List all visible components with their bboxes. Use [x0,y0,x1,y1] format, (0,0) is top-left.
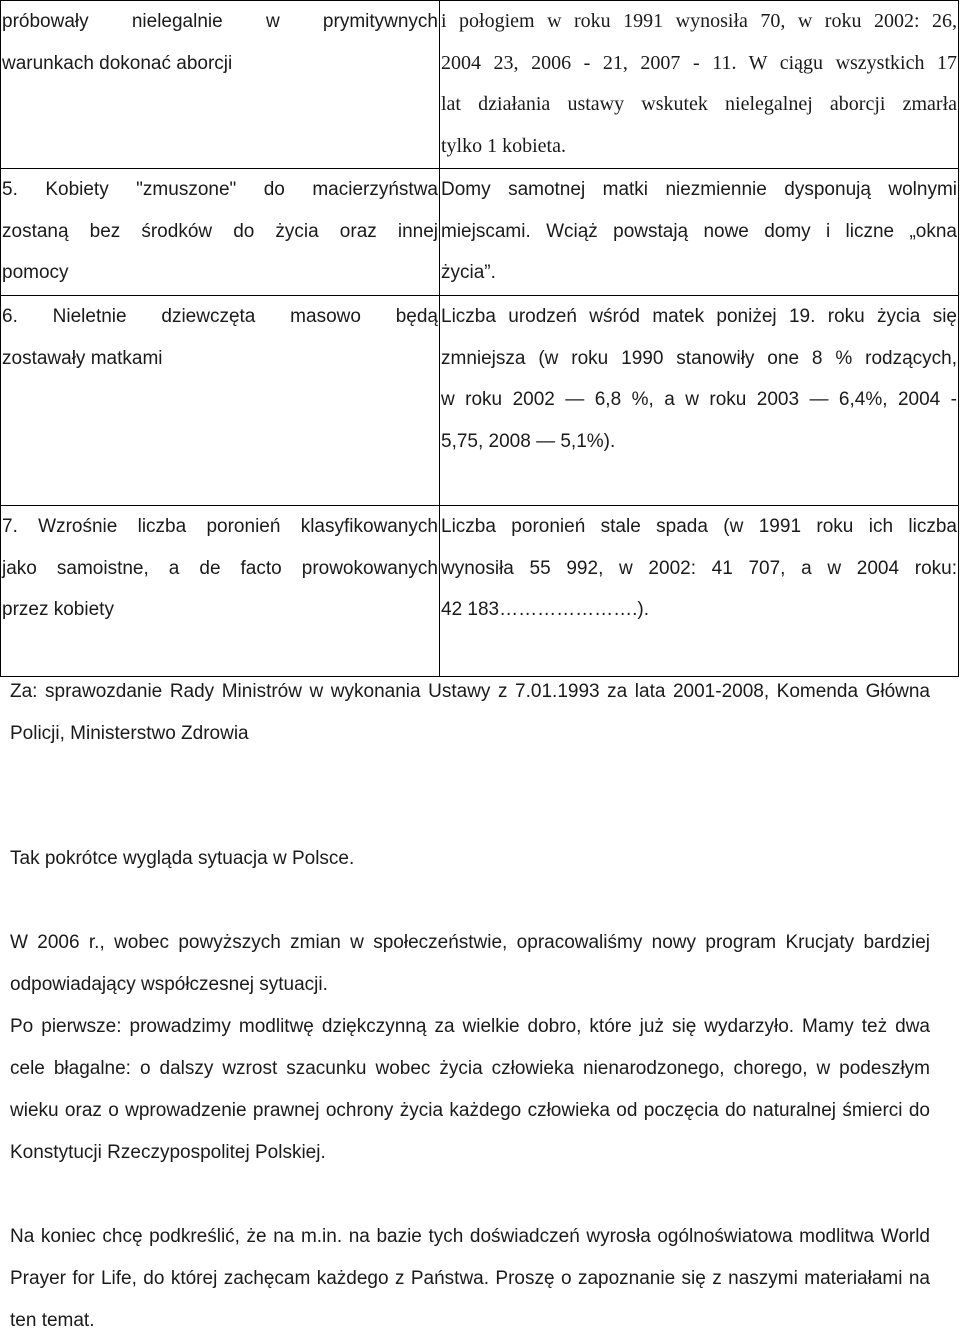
table-cell-right [440,1,959,169]
table-row [1,295,959,505]
table-cell-right [440,168,959,295]
cell-line: lat działania ustawy wskutek nielegalnej aborcji zmarła [441,93,957,116]
cell-line: 5. Kobiety "zmuszone" do macierzyństwa [2,178,438,200]
paragraph: Na koniec chcę podkreślić, że na m.in. na bazie tych doświadczeń wyrosła ogólnoświatowa modlitwa World Prayer for Life, do której zachęcam każdego z Państwa. Proszę o zapoznanie się z naszymi materiałami na ten temat. [10,1226,930,1331]
table-cell-left [1,1,440,169]
cell-line: jako samoistne, a de facto prowokowanych [2,557,438,579]
table-row [1,1,959,169]
cell-line: 42 183………………….). [441,599,649,621]
cell-line: i połogiem w roku 1991 wynosiła 70, w roku 2002: 26, [441,10,957,32]
paragraph: Tak pokrótce wygląda sytuacja w Polsce. [10,848,355,869]
paragraph: W 2006 r., wobec powyższych zmian w społeczeństwie, opracowaliśmy nowy program Krucjaty bardziej odpowiadający współczesnej sytuacji. [10,932,930,995]
cell-line: wynosiła 55 992, w 2002: 41 707, a w 2004 roku: [441,557,957,579]
source-note: Za: sprawozdanie Rady Ministrów w wykonania Ustawy z 7.01.1993 za lata 2001-2008, Komenda Główna Policji, Ministerstwo Zdrowia [10,681,930,744]
table-row [1,168,959,295]
cell-line: miejscami. Wciąż powstają nowe domy i liczne „okna [441,220,957,242]
paragraph: Po pierwsze: prowadzimy modlitwę dziękczynną za wielkie dobro, które już się wydarzyło. Mamy też dwa cele błagalne: o dalszy wzrost szacunku wobec życia człowieka nienarodzonego, chorego, w podeszłym wieku oraz o wprowadzenie prawnej ochrony życia każdego człowieka od poczęcia do naturalnej śmierci do Konstytucji Rzeczypospolitej Polskiej. [10,1016,930,1163]
cell-line: tylko 1 kobieta. [441,135,566,158]
cell-line: 5,75, 2008 — 5,1%). [441,430,616,452]
cell-line: 6. Nieletnie dziewczęta masowo będą [2,305,438,327]
cell-line: Liczba poronień stale spada (w 1991 roku ich liczba [441,515,957,537]
cell-line: pomocy [2,262,69,284]
table-cell-right [440,295,959,505]
cell-line: 7. Wzrośnie liczba poronień klasyfikowanych [2,515,438,537]
table-cell-left [1,505,440,676]
cell-line: warunkach dokonać aborcji [2,52,233,74]
table-cell-right [440,505,959,676]
table-row [1,505,959,676]
cell-line: życia”. [441,262,496,284]
cell-line: zmniejsza (w roku 1990 stanowiły one 8 % rodzących, [441,347,957,369]
cell-line: przez kobiety [2,599,114,621]
table-cell-left [1,168,440,295]
cell-line: 2004 23, 2006 - 21, 2007 - 11. W ciągu wszystkich 17 [441,51,957,74]
cell-line: próbowały nielegalnie w prymitywnych [2,11,438,32]
cell-line: w roku 2002 — 6,8 %, a w roku 2003 — 6,4%, 2004 - [441,389,957,411]
cell-line: zostawały matkami [2,347,163,369]
cell-line: Domy samotnej matki niezmiennie dysponują wolnymi [441,178,957,200]
cell-line: zostaną bez środków do życia oraz innej [2,220,438,242]
table-cell-left [1,295,440,505]
cell-line: Liczba urodzeń wśród matek poniżej 19. roku życia się [441,305,957,327]
